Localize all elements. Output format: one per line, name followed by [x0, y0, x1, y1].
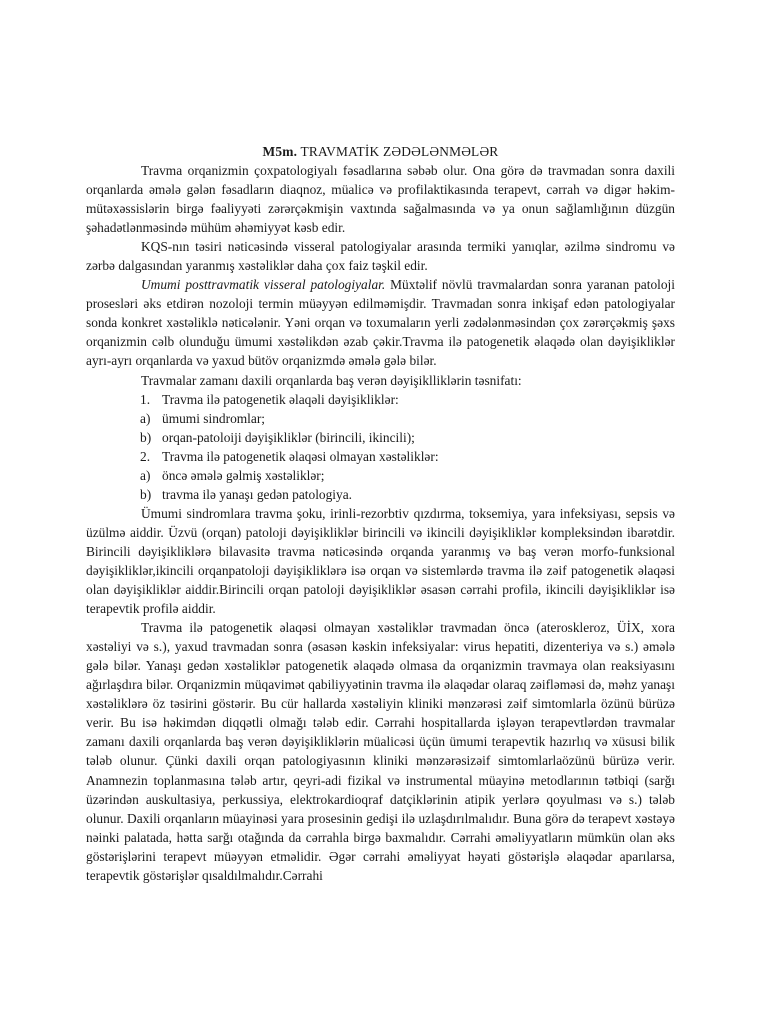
list-item [86, 428, 675, 447]
list-marker: 1. [140, 391, 151, 407]
document-page [86, 142, 675, 885]
paragraph-unrelated-diseases: Travma ilə patogenetik əlaqəsi olmayan xəstəliklər travmadan öncə (ateroskleroz, ÜİX, xora xəstəliyi və s.), yaxud travmadan sonra (əsasən kəskin infeksiyalar: virus hepatiti, dizenteriya və s.) əmələ gələ bilər. Yanaşı gedən xəstəliklər patogenetik əlaqədə olmasa da orqanizmin travmaya olan reaksiyasını ağırlaşdıra bilər. Orqanizmin müqavimət qabiliyyətinin travma ilə əlaqədar olaraq zəifləməsi də, məhz yanaşı xəstəliklərə öz təsirini göstərir. Bu cür hallarda xəstəliyin kliniki mənzərəsi zəif simtomlarla özünü bürüzə verir. Bu isə həkimdən diqqətli olmağı tələb edir. Cərrahi hospitallarda işləyən terapevtlərdən travmalar zamanı daxili orqanlarda baş verən dəyişikliklərin müalicəsi üçün ümumi terapevtik hazırlıq və xüsusi bilik tələb olunur. Çünki daxili orqan patologiyasının kliniki mənzərəsizəif simtomlarlaözünü bürüzə verir. Anamnezin toplanmasına tələb artır, qeyri-adi fizikal və instrumental müayinə metodlarının tətbiqi (sarğı üzərindən auskultasiya, perkussiya, elektrokardioqraf datçiklərinin atipik yerlərə qoyulması və s.) tələb olunur. Daxili orqanların müayinəsi yara prosesinin gedişi ilə uzlaşdırılmalıdır. Buna görə də terapevt xəstəyə nəinki palatada, hətta sarğı otağında da cərrahla birgə baxmalıdır. Cərrahi əməliyyatların mümkün olan əks göstərişlərini terapevt müəyyən etməlidir. Əgər cərrahi əməliyyat həyati göstərişlə əlaqədar aparılarsa, terapevtik göstərişlər qısaldılmalıdır.Cərrahi [86, 620, 675, 883]
paragraph-kqs: KQS-nın təsiri nəticəsində visseral patologiyalar arasında termiki yanıqlar, əzilmə sindromu və zərbə dalgasından yaranmış xəstəliklər daha çox faiz təşkil edir. [86, 239, 675, 274]
list-item [86, 466, 675, 485]
list-marker: a) [140, 410, 151, 426]
list-item-text: Travma ilə patogenetik əlaqəsi olmayan xəstəliklər: [162, 448, 439, 464]
document-title [86, 142, 675, 161]
paragraph-posttraumatic [86, 275, 675, 370]
list-item [86, 447, 675, 466]
list-item-text: ümumi sindromlar; [162, 410, 266, 426]
list-item [86, 485, 675, 504]
list-item [86, 390, 675, 409]
list-item [86, 409, 675, 428]
list-item-text: orqan-patoloiji dəyişikliklər (birincili, ikincili); [162, 429, 415, 445]
paragraph-classification: Travmalar zamanı daxili orqanlarda baş verən dəyişiklliklərin təsnifatı: [141, 372, 522, 388]
paragraph-intro: Travma orqanizmin çoxpatologiyalı fəsadlarına səbəb olur. Ona görə də travmadan sonra daxili orqanlarda əmələ gələn fəsadların diaqnoz, müalicə və profilaktikasında terapevt, cərrah və digər həkim-mütəxəssislərin birgə fəaliyyəti zərərçəkmişin vaxtında sağalmasında və ya onun sağlamlığının düzgün şəhadətlənməsində mühüm əhəmiyyət kəsb edir. [86, 163, 675, 236]
classification-list [86, 390, 675, 504]
paragraph-posttraumatic-body: Müxtəlif növlü travmalardan sonra yaranan patoloji prosesləri əks etdirən nozoloji termin müəyyən edilməmişdir. Travmadan sonra inkişaf edən patologiyalar sonda konkret xəstəliklə nəticələnir. Yəni orqan və toxumaların yerli zədələnməsindən çox zərərçəkmiş şəxs orqanizmin cəlb olunduğu ümumi xəstəlikdən əzab çəkir.Travma ilə patogenetik əlaqədə olan dəyişikliklər ayrı-ayrı orqanlarda və yaxud bütöv orqanizmdə əmələ gələ bilər. [86, 277, 675, 369]
list-item-text: travma ilə yanaşı gedən patologiya. [162, 486, 353, 502]
list-marker: b) [140, 429, 152, 445]
list-item-text: öncə əmələ gəlmiş xəstəliklər; [162, 467, 325, 483]
paragraph-syndromes: Ümumi sindromlara travma şoku, irinli-rezorbtiv qızdırma, toksemiya, yara infeksiyası, sepsis və üzülmə aiddir. Üzvü (orqan) patoloji dəyişikliklər birincili və ikincili dəyişikliklər kompleksindən ibarətdir. Birincili dəyişikliklərə bilavasitə travma nəticəsində orqanda yaranmış və baş verən morfo-funksional dəyişikliklər,ikincili orqanpatoloji dəyişikliklərə isə orqan və sistemlərdə travma ilə zəif patogenetik əlaqəsi olan dəyişikliklər aiddir.Birincili orqan patoloji dəyişikliklər əsasən cərrahi profilə, ikincili dəyişikliklər isə terapevtik profilə aiddir. [86, 505, 675, 617]
list-item-text: Travma ilə patogenetik əlaqəli dəyişikliklər: [162, 391, 399, 407]
list-marker: 2. [140, 448, 151, 464]
section-heading-italic: Umumi posttravmatik visseral patologiyalar. [141, 277, 386, 293]
title-text: TRAVMATİK ZƏDƏLƏNMƏLƏR [300, 144, 499, 159]
title-code: M5m. [262, 144, 298, 159]
list-marker: a) [140, 467, 151, 483]
list-marker: b) [140, 486, 152, 502]
